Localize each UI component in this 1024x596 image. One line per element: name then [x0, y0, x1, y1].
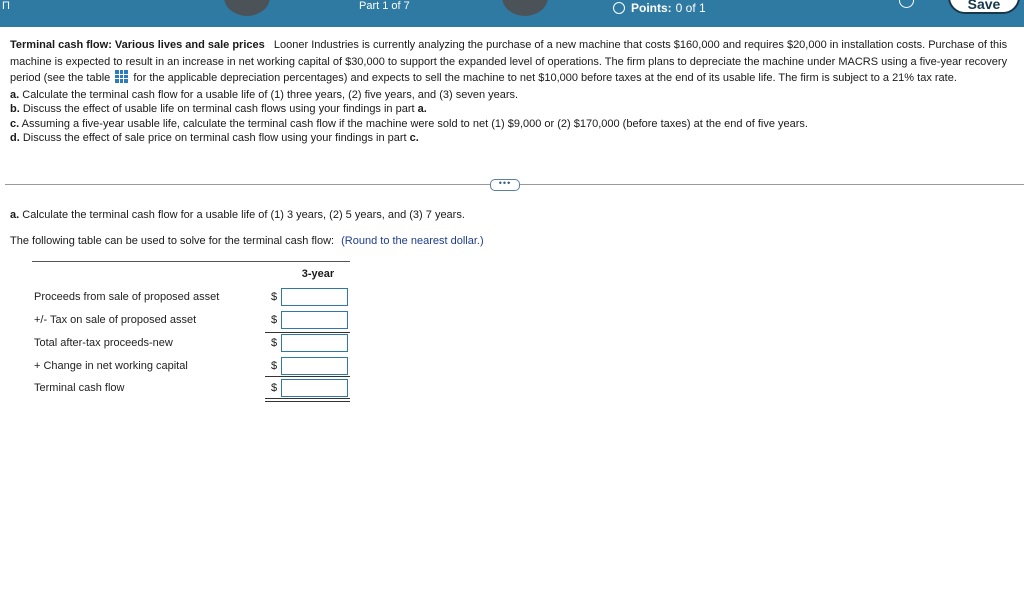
- table-row: [32, 334, 350, 356]
- table-row: [32, 288, 350, 310]
- problem-intro-text: Looner Industries is currently analyzing the purchase of a new machine that costs $160,000 and requires $20,000 in installation costs. Purchase of this machine is expected to result in an increase in net working capital of $30,000 to support the expanded level of operations. The firm plans to depreciate the machine under MACRS using a five-year recovery period (see the table: [10, 39, 1008, 84]
- next-part-button[interactable]: [502, 0, 548, 16]
- column-header-3-year: 3-year: [301, 268, 335, 280]
- instruction: [10, 235, 484, 247]
- previous-part-button[interactable]: [224, 0, 270, 16]
- currency-symbol: $: [271, 382, 278, 394]
- top-bar: [0, 0, 1024, 27]
- save-button[interactable]: Save: [948, 0, 1020, 14]
- row-label: Proceeds from sale of proposed asset: [34, 291, 220, 303]
- terminal-cash-flow-input[interactable]: [281, 379, 348, 397]
- currency-symbol: $: [271, 314, 278, 326]
- row-label: Terminal cash flow: [34, 382, 125, 394]
- after-tax-proceeds-input[interactable]: [281, 334, 348, 352]
- problem-item-d: d. Discuss the effect of sale price on terminal cash flow using your findings in part c.: [10, 132, 419, 144]
- row-label: + Change in net working capital: [34, 360, 188, 372]
- row-label: +/- Tax on sale of proposed asset: [34, 314, 197, 326]
- question-part-a: a. Calculate the terminal cash flow for a usable life of (1) 3 years, (2) 5 years, and (3) 7 years.: [10, 209, 465, 221]
- proceeds-input[interactable]: [281, 288, 348, 306]
- currency-symbol: $: [271, 360, 278, 372]
- total-rule: [265, 376, 350, 377]
- gear-icon[interactable]: [899, 0, 914, 8]
- problem-item-b: b. Discuss the effect of usable life on terminal cash flows using your findings in part a.: [10, 103, 427, 115]
- double-rule-top: [265, 398, 350, 399]
- subtotal-rule: [265, 332, 350, 333]
- instruction-hint: (Round to the nearest dollar.): [341, 235, 484, 247]
- problem-statement: [10, 37, 1016, 146]
- points-value: 0 of 1: [675, 1, 706, 15]
- points-label: Points:: [631, 1, 672, 15]
- problem-item-c: c. Assuming a five-year usable life, calculate the terminal cash flow if the machine were sold to net (1) $9,000 or (2) $170,000 (before taxes) at the end of five years.: [10, 117, 808, 130]
- edge-glyph: Π: [2, 0, 10, 12]
- tax-on-sale-input[interactable]: [281, 311, 348, 329]
- problem-title: Terminal cash flow: Various lives and sale prices: [10, 39, 265, 51]
- problem-item-a: a. Calculate the terminal cash flow for a usable life of (1) three years, (2) five years, and (3) seven years.: [10, 88, 519, 101]
- change-nwc-input[interactable]: [281, 357, 348, 375]
- points-circle-icon: [613, 2, 625, 14]
- currency-symbol: $: [271, 291, 278, 303]
- part-indicator: Part 1 of 7: [359, 0, 410, 12]
- problem-intro-text-after: for the applicable depreciation percentages) and expects to sell the machine to net $10,000 before taxes at the end of its usable life. The firm is subject to a 21% tax rate.: [133, 72, 957, 84]
- instruction-text: The following table can be used to solve for the terminal cash flow:: [10, 235, 335, 247]
- expand-more-button[interactable]: •••: [490, 179, 520, 191]
- table-icon[interactable]: [115, 70, 128, 83]
- currency-symbol: $: [271, 337, 278, 349]
- points-indicator: [613, 0, 706, 16]
- cash-flow-table: [32, 261, 350, 394]
- problem-intro: [10, 37, 1016, 87]
- double-rule-bottom: [265, 401, 350, 402]
- row-label: Total after-tax proceeds-new: [34, 337, 173, 349]
- table-row: [32, 311, 350, 333]
